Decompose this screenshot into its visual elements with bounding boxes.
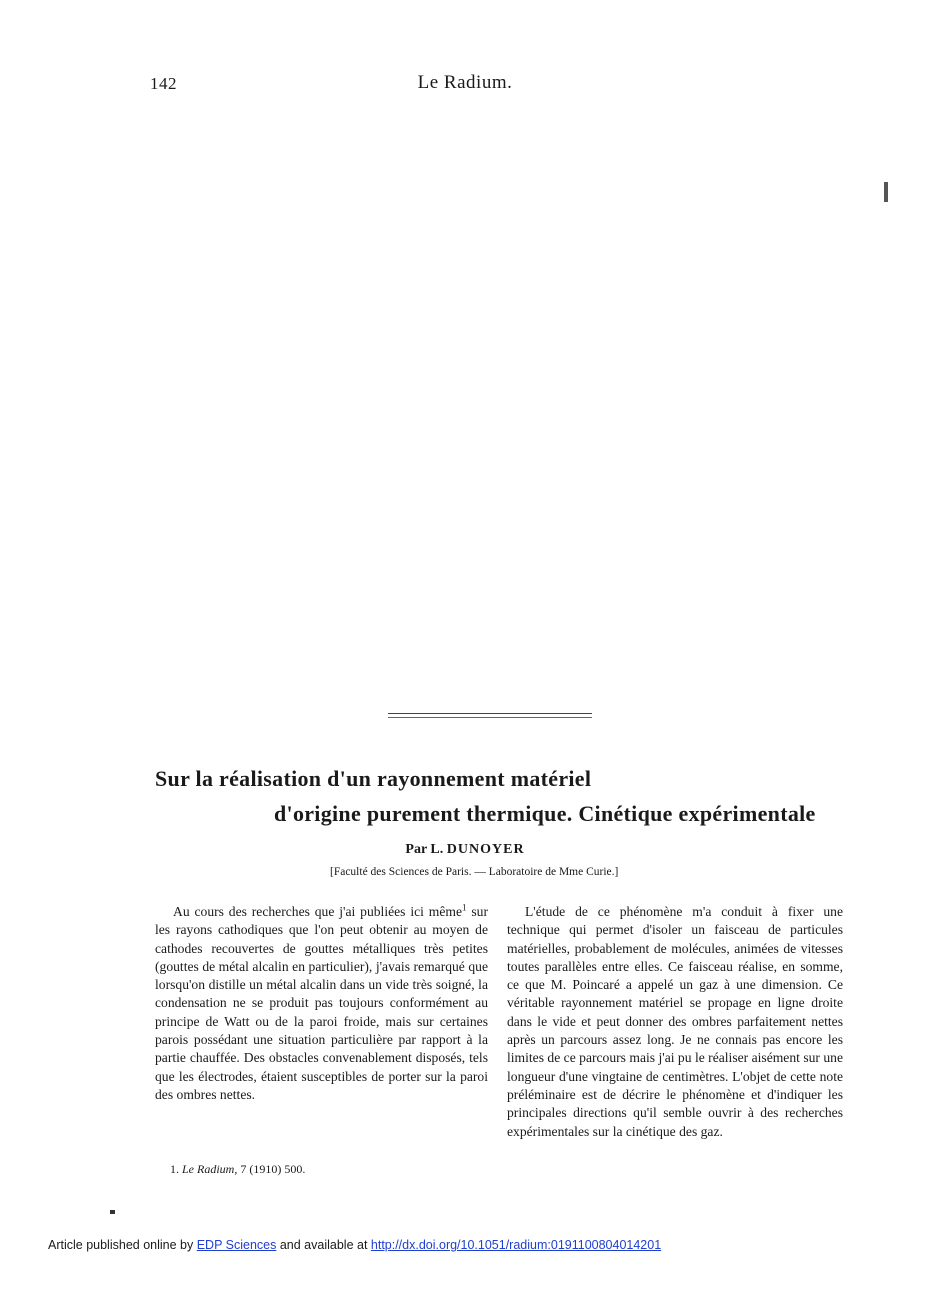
page-number: 142 <box>150 74 177 93</box>
right-column <box>507 903 843 1141</box>
divider-line-bottom <box>388 717 592 718</box>
left-text-start: Au cours des recherches que j'ai publiées ici même <box>173 904 463 919</box>
left-text-rest: sur les rayons cathodiques que l'on peut obtenir au moyen de cathodes recouvertes de gouttes métalliques très petites (gouttes de métal alcalin en particulier), j'avais remarqué que lorsqu'on distille un métal alcalin dans un vide très soigné, la condensation ne se produit pas toujours conformément au principe de Watt ou de la paroi froide, mais sur certaines parois possédant une situation particulière par rapport à la partie chauffée. Des obstacles convenablement disposés, tels que les électrodes, étaient susceptibles de porter sur la paroi des ombres nettes. <box>155 904 488 1102</box>
divider-line-top <box>388 713 592 714</box>
byline <box>0 842 930 858</box>
footnote-reference: 1 <box>462 902 467 913</box>
author-name: DUNOYER <box>446 842 525 857</box>
footnote-number: 1. <box>170 1162 179 1176</box>
footer-line <box>48 1238 661 1252</box>
section-divider <box>388 713 592 718</box>
stray-mark <box>110 1210 115 1214</box>
publisher-link[interactable]: EDP Sciences <box>196 1238 277 1252</box>
article-title-line1: Sur la réalisation d'un rayonnement matériel <box>155 766 592 791</box>
byline-prefix: Par L. <box>405 842 444 857</box>
footer-middle: and available at <box>276 1238 371 1252</box>
article-title-line2: d'origine purement thermique. Cinétique expérimentale <box>274 801 816 826</box>
footer-prefix: Article published online by <box>48 1238 197 1252</box>
left-column <box>155 903 488 1104</box>
left-paragraph <box>155 903 488 1104</box>
footnote <box>170 1162 305 1177</box>
affiliation: [Faculté des Sciences de Paris. — Laboratoire de Mme Curie.] <box>330 866 619 878</box>
journal-title: Le Radium. <box>417 72 513 93</box>
footnote-journal: Le Radium <box>182 1162 235 1176</box>
doi-link[interactable]: http://dx.doi.org/10.1051/radium:0191100804014201 <box>370 1238 662 1252</box>
footnote-reference-text: , 7 (1910) 500. <box>234 1162 306 1176</box>
margin-mark <box>884 182 888 202</box>
right-paragraph: L'étude de ce phénomène m'a conduit à fixer une technique qui permet d'isoler un faisceau de particules matérielles, probablement de molécules, animées de vitesses toutes parallèles entre elles. Ce faisceau réalise, en somme, ce que M. Poincaré a appelé un gaz à une dimension. Ce véritable rayonnement matériel se propage en ligne droite dans le vide et peut donner des ombres parfaitement nettes après un parcours assez long. Je ne connais pas encore les limites de ce parcours mais j'ai pu le réaliser aisément sur une longueur d'une vingtaine de centimètres. L'objet de cette note préléminaire est de décrire le phénomène et d'indiquer les principales directions qu'il semble ouvrir à des recherches expérimentales sur la cinétique des gaz. <box>507 904 843 1139</box>
